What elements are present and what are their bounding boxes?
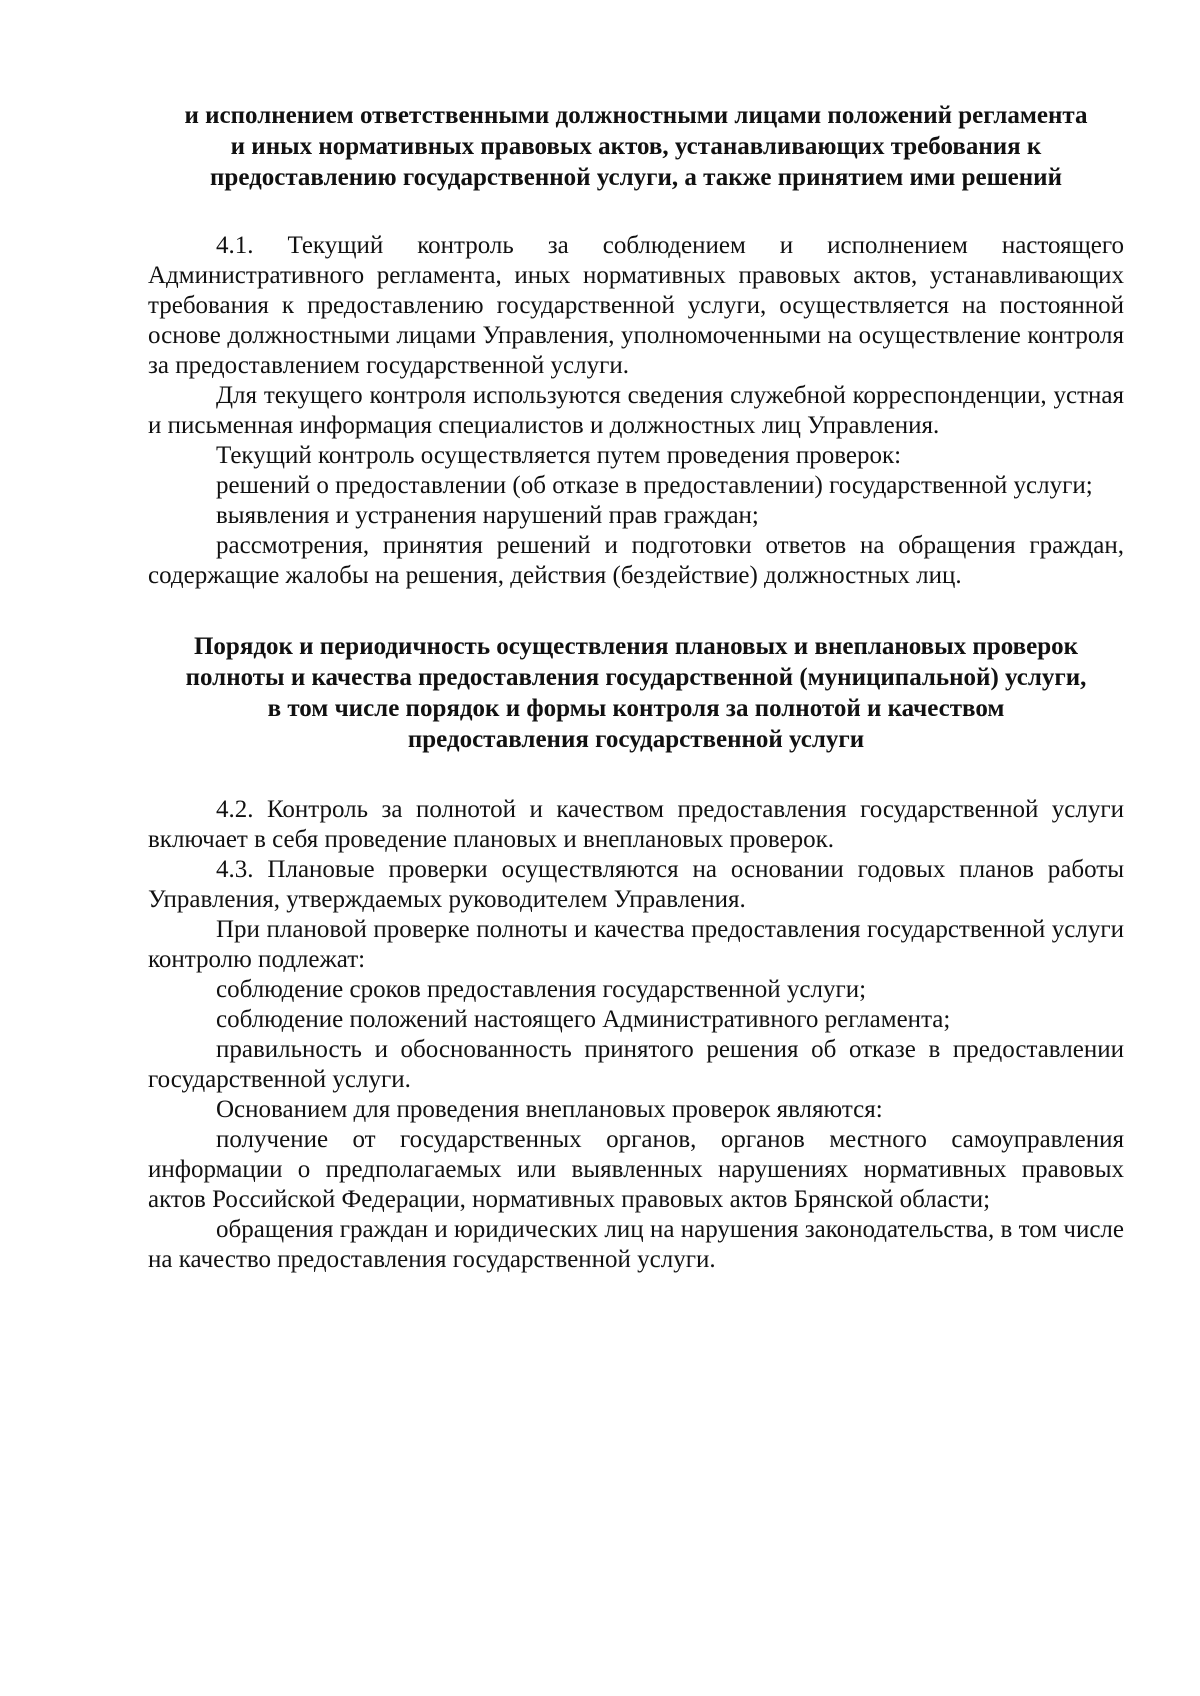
paragraph: 4.1. Текущий контроль за соблюдением и исполнением настоящего Административного регламента, иных нормативных правовых актов, устанавливающих требования к предоставлению государственной услуги, осуществляется на постоянной основе должностными лицами Управления, уполномоченными на осуществление контроля за предоставлением государственной услуги. xyxy=(148,232,1124,379)
document-page xyxy=(148,100,1124,1275)
section-current-control xyxy=(148,231,1124,591)
paragraph: соблюдение положений настоящего Административного регламента; xyxy=(216,1006,951,1033)
paragraph: Основанием для проведения внеплановых проверок являются: xyxy=(216,1096,883,1123)
section-inspections xyxy=(148,795,1124,1275)
paragraph: обращения граждан и юридических лиц на нарушения законодательства, в том числе на качество предоставления государственной услуги. xyxy=(148,1216,1124,1273)
paragraph: рассмотрения, принятия решений и подготовки ответов на обращения граждан, содержащие жалобы на решения, действия (бездействие) должностных лиц. xyxy=(148,532,1124,589)
paragraph: получение от государственных органов, органов местного самоуправления информации о предполагаемых или выявленных нарушениях нормативных правовых актов Российской Федерации, нормативных правовых актов Брянской области; xyxy=(148,1126,1124,1213)
paragraph: соблюдение сроков предоставления государственной услуги; xyxy=(216,976,867,1003)
paragraph: решений о предоставлении (об отказе в предоставлении) государственной услуги; xyxy=(216,472,1093,499)
paragraph: выявления и устранения нарушений прав граждан; xyxy=(216,502,759,529)
paragraph: 4.2. Контроль за полнотой и качеством предоставления государственной услуги включает в себя проведение плановых и внеплановых проверок. xyxy=(148,796,1124,853)
paragraph: При плановой проверке полноты и качества предоставления государственной услуги контролю подлежат: xyxy=(148,916,1124,973)
section-heading-current-control: и исполнением ответственными должностными лицами положений регламента и иных нормативных правовых актов, устанавливающих требования к предоставлению государственной услуги, а также принятием ими решений xyxy=(184,102,1088,191)
paragraph: Для текущего контроля используются сведения служебной корреспонденции, устная и письменная информация специалистов и должностных лиц Управления. xyxy=(148,382,1124,439)
paragraph: Текущий контроль осуществляется путем проведения проверок: xyxy=(216,442,902,469)
section-heading-inspections: Порядок и периодичность осуществления плановых и внеплановых проверок полноты и качества предоставления государственной (муниципальной) услуги, в том числе порядок и формы контроля за полнотой и качеством предоставления государственной услуги xyxy=(185,633,1087,753)
paragraph: 4.3. Плановые проверки осуществляются на основании годовых планов работы Управления, утверждаемых руководителем Управления. xyxy=(148,856,1124,913)
paragraph: правильность и обоснованность принятого решения об отказе в предоставлении государственной услуги. xyxy=(148,1036,1124,1093)
